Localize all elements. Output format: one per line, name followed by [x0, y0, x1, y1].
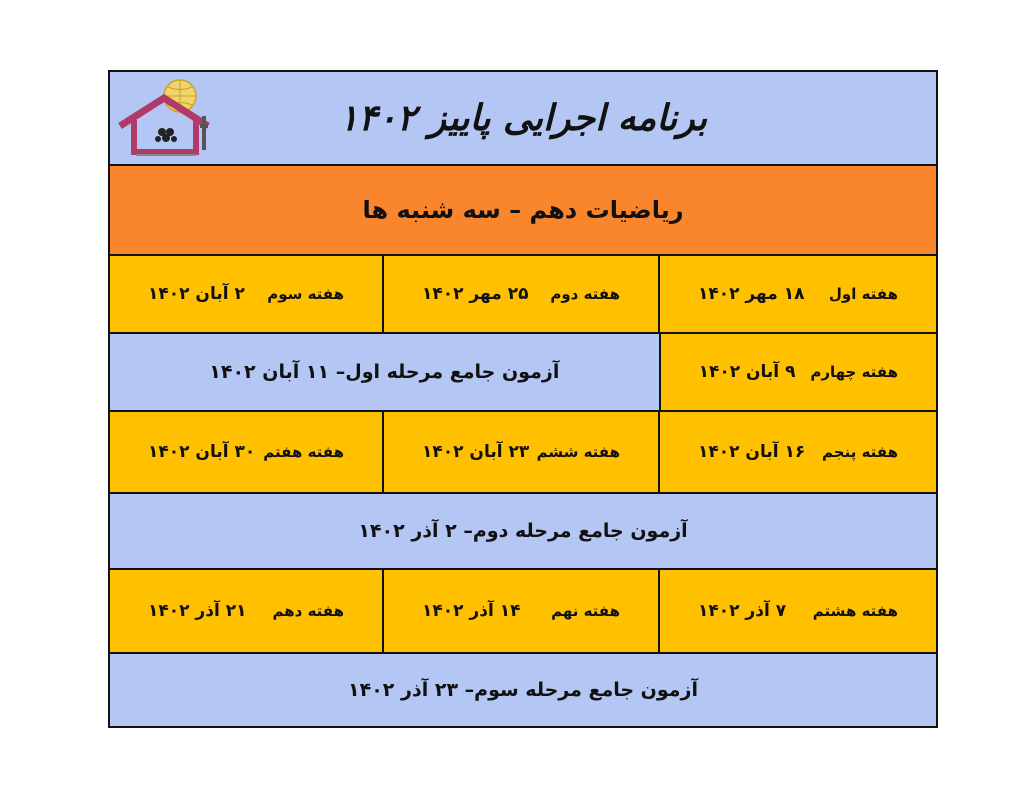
week-label: هفته نهم [551, 602, 620, 620]
week-cell [384, 412, 660, 492]
exam-cell [110, 334, 661, 410]
week-row-3 [110, 412, 936, 494]
week-date: ۲۵ مهر ۱۴۰۲ [422, 284, 529, 304]
school-logo-icon [116, 78, 216, 158]
week-row-5 [110, 570, 936, 654]
week-label: هفته هفتم [263, 443, 344, 461]
week-date: ۱۴ آذر ۱۴۰۲ [422, 601, 521, 621]
subtitle-row [110, 166, 936, 256]
week-date: ۹ آبان ۱۴۰۲ [698, 362, 796, 382]
week-cell [660, 256, 936, 332]
week-row-1 [110, 256, 936, 334]
week-label: هفته اول [828, 285, 898, 303]
schedule-table [108, 70, 938, 728]
week-cell [110, 412, 384, 492]
week-cell [110, 570, 384, 652]
header-row [110, 72, 936, 166]
week-date: ۱۸ مهر ۱۴۰۲ [698, 284, 805, 304]
course-subtitle: ریاضیات دهم – سه شنبه ها [362, 196, 684, 224]
week-cell [384, 256, 660, 332]
exam-cell [110, 494, 936, 568]
exam-label: آزمون جامع مرحله اول– ۱۱ آبان ۱۴۰۲ [209, 361, 560, 383]
week-date: ۲۱ آذر ۱۴۰۲ [148, 601, 247, 621]
week-date: ۳۰ آبان ۱۴۰۲ [148, 442, 256, 462]
exam-label: آزمون جامع مرحله دوم– ۲ آذر ۱۴۰۲ [358, 520, 688, 542]
exam-label: آزمون جامع مرحله سوم– ۲۳ آذر ۱۴۰۲ [348, 679, 698, 701]
week-cell [660, 570, 936, 652]
week-label: هفته چهارم [810, 363, 898, 381]
exam-row-3 [110, 654, 936, 726]
week-cell [661, 334, 936, 410]
exam-cell [110, 654, 936, 726]
week-cell [660, 412, 936, 492]
week-date: ۷ آذر ۱۴۰۲ [698, 601, 787, 621]
week-label: هفته ششم [536, 443, 620, 461]
page-title: برنامه اجرایی پاییز ۱۴۰۲ [338, 97, 708, 139]
week-label: هفته پنجم [822, 443, 898, 461]
week-date: ۲۳ آبان ۱۴۰۲ [422, 442, 530, 462]
week-label: هفته هشتم [812, 602, 898, 620]
week-date: ۱۶ آبان ۱۴۰۲ [698, 442, 806, 462]
week-cell [384, 570, 660, 652]
week-label: هفته سوم [267, 285, 344, 303]
week-cell [110, 256, 384, 332]
week-label: هفته دهم [272, 602, 344, 620]
week-row-2 [110, 334, 936, 412]
exam-row-2 [110, 494, 936, 570]
week-date: ۲ آبان ۱۴۰۲ [148, 284, 245, 304]
week-label: هفته دوم [550, 285, 620, 303]
